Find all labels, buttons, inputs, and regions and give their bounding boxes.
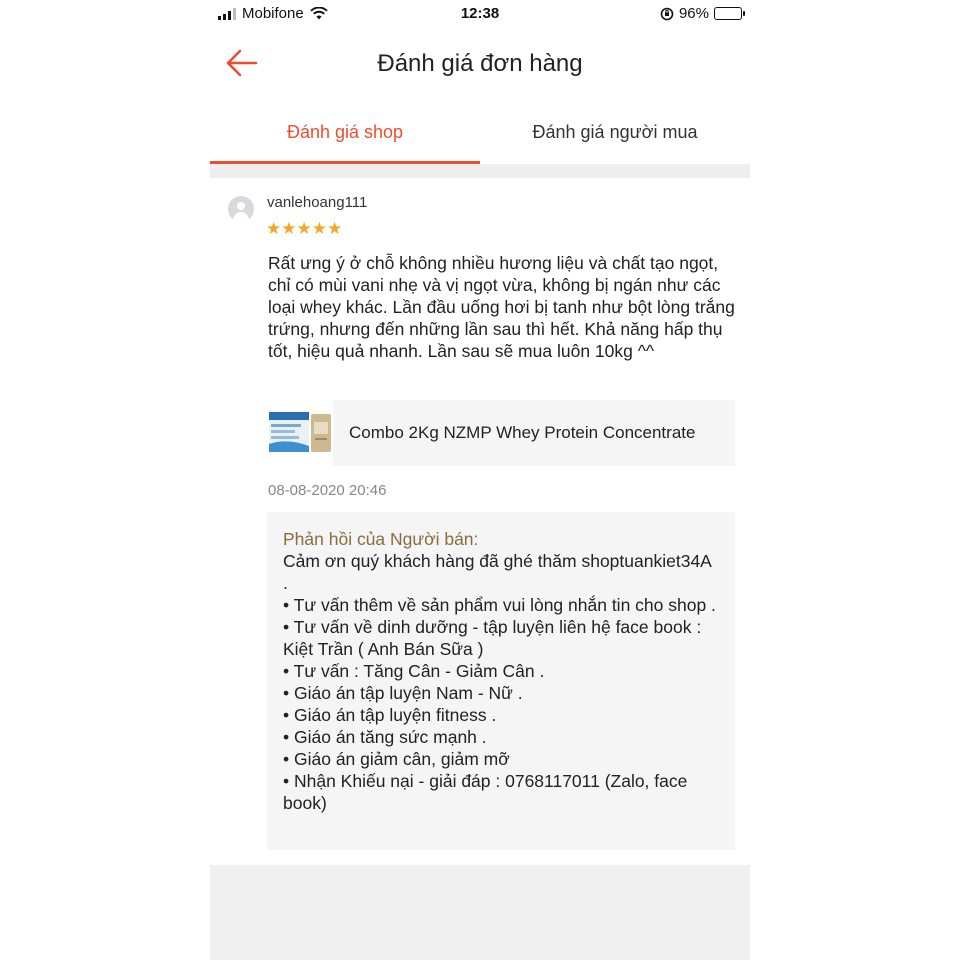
nav-header [210,30,750,96]
carrier-name: Mobifone [242,5,304,22]
page-title: Đánh giá đơn hàng [377,50,583,77]
rotation-lock-icon [660,7,674,21]
review-text: Rất ưng ý ở chỗ không nhiều hương liệu và chất tạo ngọt, chỉ có mùi vani nhẹ và vị ngọt vừa, không bị ngán như các loại whey khác. Lần đầu uống hơi bị tanh như bột lòng trắng trứng, nhưng đến những lần sau thì hết. Khả năng hấp thụ tốt, hiệu quả nhanh. Lần sau sẽ mua luôn 10kg ^^ [268,253,735,361]
product-info [333,400,735,466]
product-card[interactable] [267,400,735,466]
battery-icon [714,7,742,20]
section-divider [210,164,750,178]
seller-reply-label: Phản hồi của Người bán: [283,529,479,549]
seller-reply [267,512,735,850]
star-rating-stars: ★★★★★ [266,219,343,238]
reviewer-username: vanlehoang111 [267,194,368,211]
battery-percent: 96% [678,5,709,22]
seller-reply-text: Cảm ơn quý khách hàng đã ghé thăm shoptuankiet34A . • Tư vấn thêm về sản phẩm vui lòng nhắn tin cho shop . • Tư vấn về dinh dưỡng - tập luyện liên hệ face book : Kiệt Trần ( Anh Bán Sữa ) • Tư vấn : Tăng Cân - Giảm Cân . • Giáo án tập luyện Nam - Nữ . • Giáo án tập luyện fitness . • Giáo án tăng sức mạnh . • Giáo án giảm cân, giảm mỡ • Nhận Khiếu nại - giải đáp : 0768117011 (Zalo, face book) [283,551,716,813]
product-image-icon [267,400,333,466]
product-name: Combo 2Kg NZMP Whey Protein Concentrate [349,423,696,442]
tab-buyer-review[interactable]: Đánh giá người mua [532,122,698,142]
status-time: 12:38 [460,5,500,22]
phone-screen [210,0,750,960]
avatar-head [237,202,245,210]
status-bar [210,0,750,28]
avatar-body [233,212,249,222]
review-date: 08-08-2020 20:46 [268,482,387,499]
tab-shop-review[interactable]: Đánh giá shop [210,102,480,164]
tab-bar [210,102,750,164]
status-right [660,5,742,22]
star-rating [266,220,342,238]
avatar[interactable] [228,196,254,222]
bottom-spacer [210,865,750,960]
product-thumbnail [267,400,333,466]
